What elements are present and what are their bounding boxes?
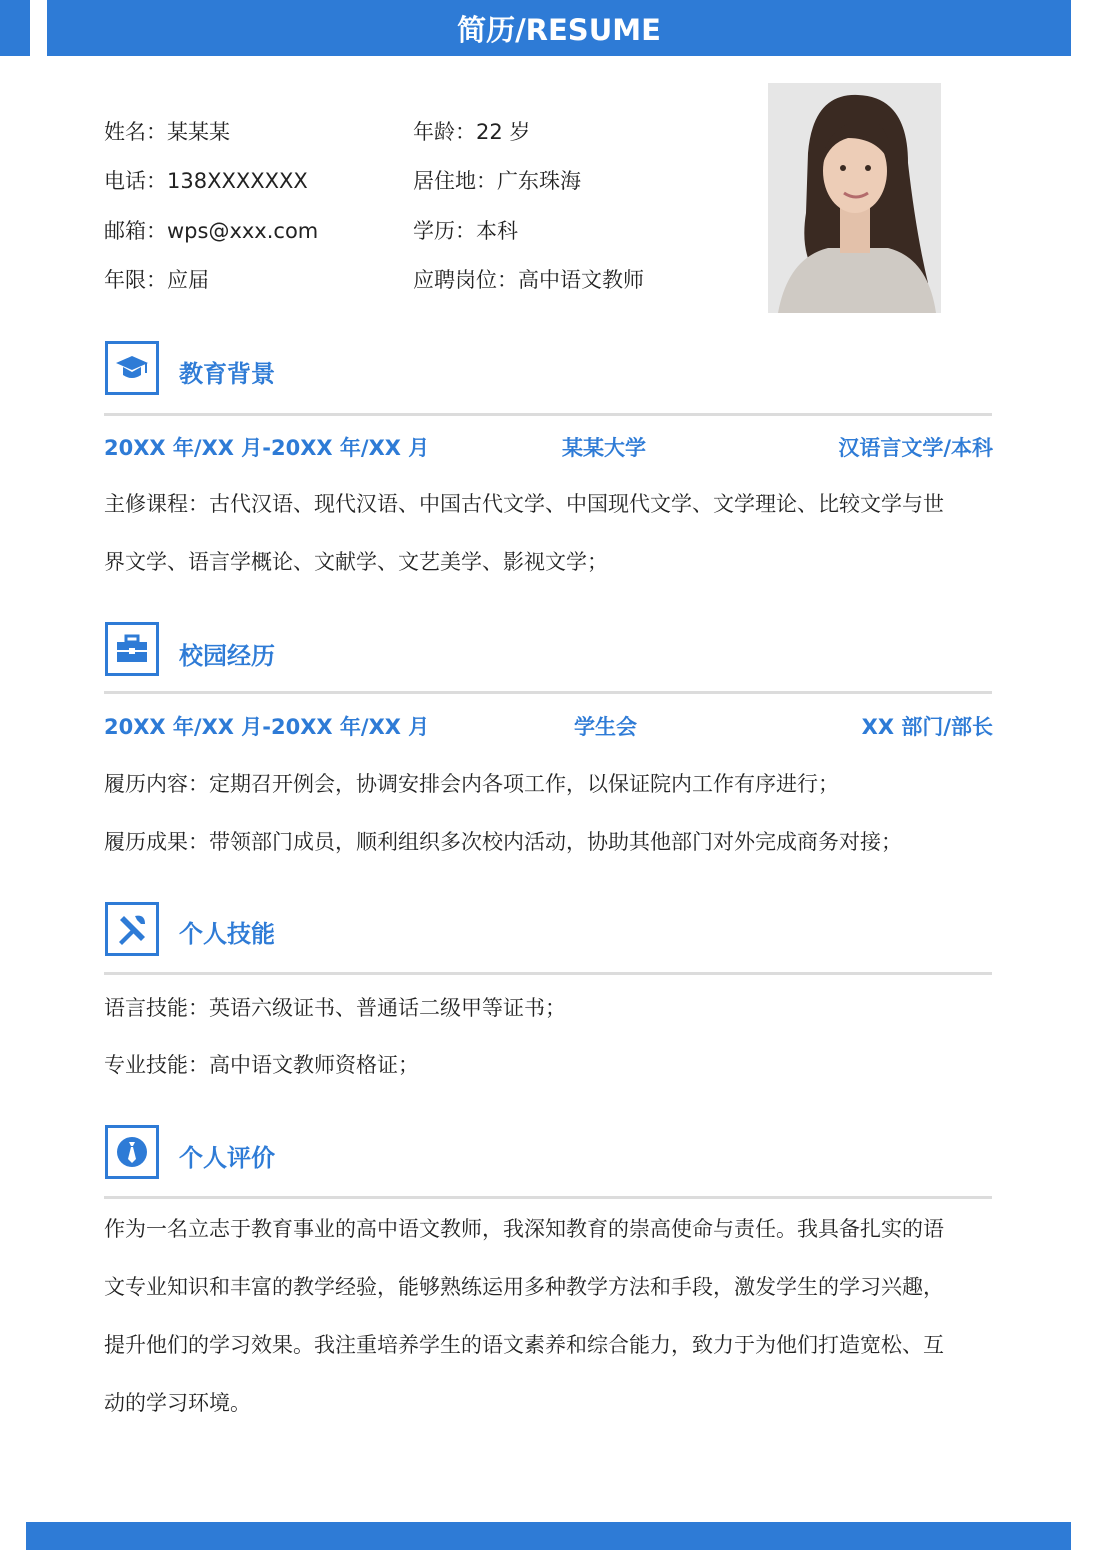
- evaluation-line4: 动的学习环境。: [104, 1391, 251, 1415]
- evaluation-line1: 作为一名立志于教育事业的高中语文教师，我深知教育的崇高使命与责任。我具备扎实的语: [104, 1217, 944, 1241]
- section-title-campus: 校园经历: [179, 642, 275, 670]
- education-school: 某某大学: [562, 436, 646, 460]
- divider: [104, 691, 992, 694]
- education-courses: [104, 475, 994, 591]
- section-title-skills: 个人技能: [179, 920, 275, 948]
- graduation-cap-icon: [105, 341, 159, 395]
- footer-bar: [26, 1522, 1071, 1550]
- profile-photo: [768, 83, 941, 313]
- education-courses-line1: 主修课程：古代汉语、现代汉语、中国古代文学、中国现代文学、文学理论、比较文学与世: [104, 492, 944, 516]
- section-title-evaluation: 个人评价: [179, 1144, 275, 1172]
- info-phone: 电话：138XXXXXXX: [104, 169, 308, 193]
- tie-icon: [105, 1125, 159, 1179]
- tools-icon: [105, 902, 159, 956]
- info-experience: 年限：应届: [104, 268, 209, 292]
- evaluation-line2: 文专业知识和丰富的教学经验，能够熟练运用多种教学方法和手段，激发学生的学习兴趣，: [104, 1275, 944, 1299]
- evaluation-line3: 提升他们的学习效果。我注重培养学生的语文素养和综合能力，致力于为他们打造宽松、互: [104, 1333, 944, 1357]
- education-major: 汉语言文学/本科: [838, 436, 993, 460]
- campus-role: XX 部门/部长: [861, 715, 993, 739]
- info-education: 学历：本科: [413, 219, 518, 243]
- info-age: 年龄：22 岁: [413, 120, 531, 144]
- section-title-education: 教育背景: [179, 360, 275, 388]
- education-period: 20XX 年/XX 月-20XX 年/XX 月: [104, 436, 430, 460]
- campus-result: 履历成果：带领部门成员，顺利组织多次校内活动，协助其他部门对外完成商务对接；: [104, 830, 902, 854]
- skills-language: 语言技能：英语六级证书、普通话二级甲等证书；: [104, 996, 566, 1020]
- info-email: 邮箱：wps@xxx.com: [104, 219, 319, 243]
- campus-period: 20XX 年/XX 月-20XX 年/XX 月: [104, 715, 430, 739]
- info-position: 应聘岗位：高中语文教师: [413, 268, 644, 292]
- page-title: 简历/RESUME: [47, 0, 1071, 56]
- divider: [104, 972, 992, 975]
- divider: [104, 413, 992, 416]
- header-accent-block: [0, 0, 30, 56]
- info-name: 姓名：某某某: [104, 120, 230, 144]
- divider: [104, 1196, 992, 1199]
- campus-org: 学生会: [574, 715, 637, 739]
- skills-professional: 专业技能：高中语文教师资格证；: [104, 1053, 419, 1077]
- campus-content: 履历内容：定期召开例会，协调安排会内各项工作，以保证院内工作有序进行；: [104, 772, 839, 796]
- briefcase-icon: [105, 622, 159, 676]
- education-courses-line2: 界文学、语言学概论、文献学、文艺美学、影视文学；: [104, 550, 608, 574]
- info-residence: 居住地：广东珠海: [413, 169, 581, 193]
- evaluation-text: [104, 1200, 994, 1432]
